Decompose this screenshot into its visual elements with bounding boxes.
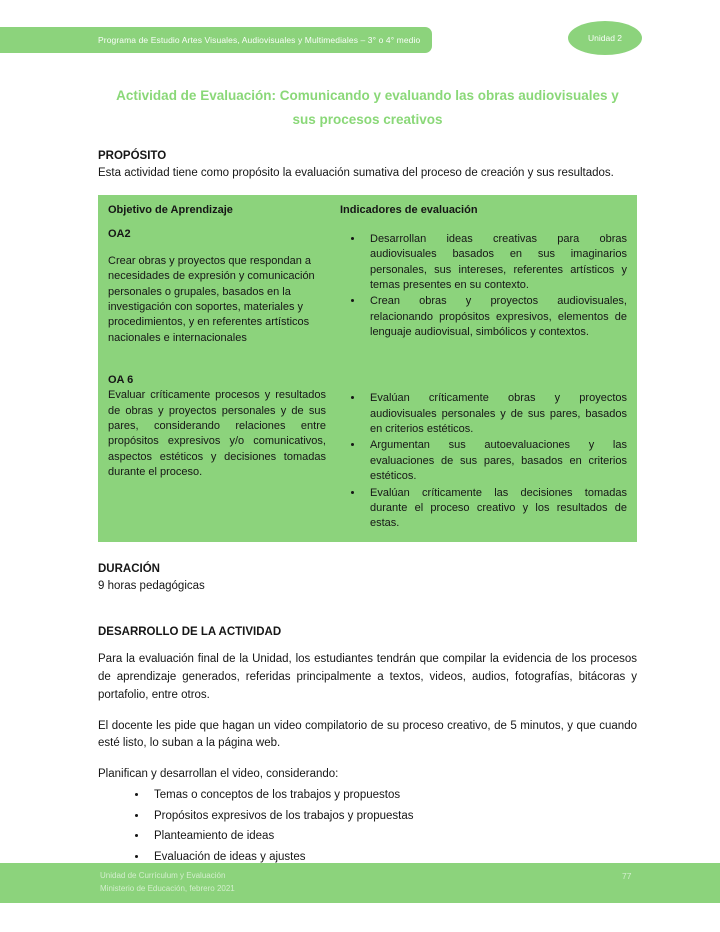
duracion-body: 9 horas pedagógicas bbox=[98, 579, 205, 592]
oa6-indicator-list bbox=[340, 391, 627, 532]
evaluation-table-header bbox=[108, 204, 627, 216]
unit-badge bbox=[568, 21, 642, 55]
activity-bullet-list bbox=[98, 787, 637, 866]
page-title bbox=[98, 84, 637, 133]
indicators-column-header: Indicadores de evaluación bbox=[340, 203, 478, 216]
indicator-item: • Evalúan críticamente las decisiones tomadas durante el proceso creativo y los resultados de estas. bbox=[364, 486, 627, 532]
oa2-label: OA2 bbox=[108, 227, 131, 240]
table-row-oa6 bbox=[108, 374, 627, 533]
footer-institution: Unidad de Currículum y Evaluación bbox=[100, 871, 226, 880]
bullet-item: • Temas o conceptos de los trabajos y propuestos bbox=[148, 787, 637, 804]
bullet-item: • Evaluación de ideas y ajustes bbox=[148, 849, 637, 866]
footer-text bbox=[100, 870, 235, 896]
indicator-item: • Crean obras y proyectos audiovisuales, relacionando propósitos expresivos, elementos de lenguaje audiovisual, simbólicos y contextos. bbox=[364, 294, 627, 340]
activity-paragraph-1: Para la evaluación final de la Unidad, los estudiantes tendrán que compilar la evidencia de los procesos de aprendizaje generados, referidas principalmente a textos, videos, audios, fotografías, bitácoras y portafolio, entre otros. bbox=[98, 653, 637, 701]
activity-paragraph-3: Planifican y desarrollan el video, considerando: bbox=[98, 768, 339, 781]
duracion-heading: DURACIÓN bbox=[98, 562, 160, 575]
oa6-description: Evaluar críticamente procesos y resultados de obras y proyectos personales y de sus pares, considerando relaciones entre propósitos expresivos y/o comunicativos, aspectos estéticos y decisiones tomadas durante el proceso. bbox=[108, 389, 326, 479]
program-header-bar bbox=[0, 27, 432, 53]
page-title-line1: Actividad de Evaluación: Comunicando y evaluando las obras audiovisuales y bbox=[116, 88, 619, 103]
page-content bbox=[98, 84, 637, 870]
oa2-description: Crear obras y proyectos que respondan a necesidades de expresión y comunicación personales o grupales, basados en la investigación con soportes, materiales y procedimientos, y en referentes artísticos nacionales e internacionales bbox=[108, 254, 315, 344]
indicator-item: • Desarrollan ideas creativas para obras audiovisuales basados en sus imaginarios personales, sus intereses, referentes artísticos y temas presentes en su contexto. bbox=[364, 232, 627, 294]
proposito-body: Esta actividad tiene como propósito la evaluación sumativa del proceso de creación y sus resultados. bbox=[98, 166, 614, 179]
proposito-heading: PROPÓSITO bbox=[98, 149, 167, 162]
oa6-indicators-cell bbox=[340, 374, 627, 533]
program-header-label: Programa de Estudio Artes Visuales, Audiovisuales y Multimediales – 3° o 4° medio bbox=[98, 35, 421, 45]
indicator-item: • Evalúan críticamente obras y proyectos audiovisuales personales y de sus pares, basados en criterios estéticos. bbox=[364, 391, 627, 437]
oa6-label: OA 6 bbox=[108, 374, 134, 387]
unit-badge-label: Unidad 2 bbox=[587, 33, 623, 43]
oa2-indicators-cell bbox=[340, 228, 627, 346]
page-number: 77 bbox=[622, 871, 632, 881]
bullet-item: • Planteamiento de ideas bbox=[148, 828, 637, 845]
bullet-item: • Propósitos expresivos de los trabajos y propuestas bbox=[148, 808, 637, 825]
indicator-item: • Argumentan sus autoevaluaciones y las evaluaciones de sus pares, basados en criterios estéticos. bbox=[364, 438, 627, 484]
oa2-indicator-list bbox=[340, 232, 627, 341]
activity-paragraph-2: El docente les pide que hagan un video compilatorio de su proceso creativo, de 5 minutos, y que cuando esté listo, lo suban a la página web. bbox=[98, 719, 637, 750]
footer-bar bbox=[0, 863, 720, 903]
desarrollo-heading: DESARROLLO DE LA ACTIVIDAD bbox=[98, 626, 282, 639]
objective-column-header: Objetivo de Aprendizaje bbox=[108, 203, 233, 216]
oa6-cell bbox=[108, 374, 340, 533]
table-row-oa2 bbox=[108, 228, 627, 346]
footer-ministry: Ministerio de Educación, febrero 2021 bbox=[100, 883, 235, 893]
page-title-line2: sus procesos creativos bbox=[292, 112, 443, 128]
oa2-cell bbox=[108, 228, 340, 346]
evaluation-table bbox=[98, 195, 637, 542]
